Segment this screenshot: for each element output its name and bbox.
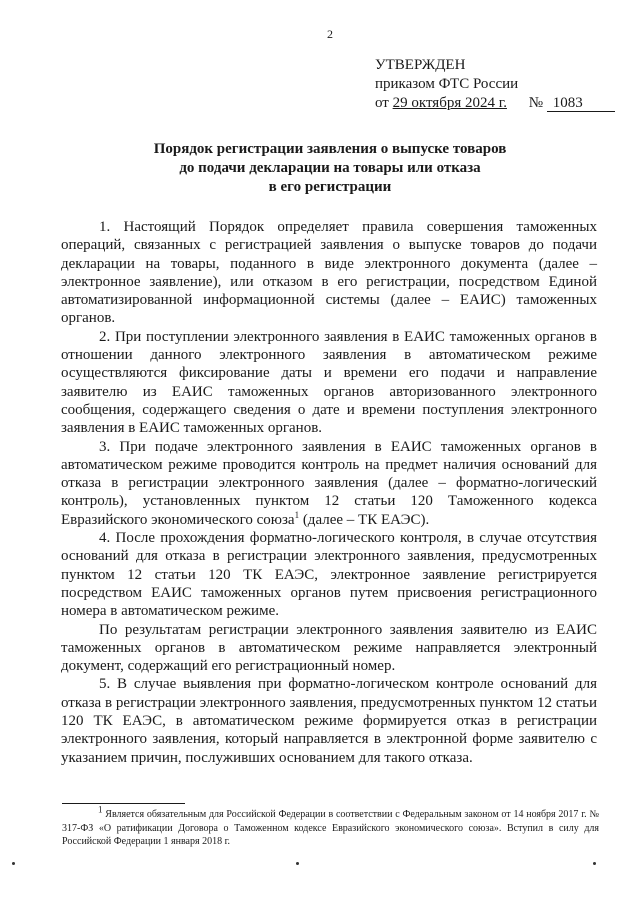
paragraph-5: 5. В случае выявления при форматно-логическом контроле оснований для отказа в регистрации электронного заявления, предусмотренных пунктом 12 статьи 120 ТК ЕАЭС, в автоматическом режиме формируется отказ в регистрации электронного заявления, который направляется в электронной форме заявителю с указанием причин, послуживших основанием для такого отказа.	[61, 676, 597, 766]
footnote-body: Является обязательным для Российской Федерации в соответствии с Федеральным законом от 14 ноября 2017 г. № 317-ФЗ «О ратификации Договора о Таможенном кодексе Евразийского экономического союза». Вступил в силу для Российской Федерации 1 января 2018 г.	[62, 809, 599, 848]
approval-date-prefix: от	[375, 95, 389, 111]
paragraph-2: 2. При поступлении электронного заявления в ЕАИС таможенных органов в отношении данного электронного заявления в автоматическом режиме осуществляются фиксирование даты и времени его подачи и направление заявителю из ЕАИС таможенных органов авторизованного электронного сообщения, содержащего сведения о дате и времени поступления электронного заявления в ЕАИС таможенных органов.	[61, 328, 597, 437]
footnote-number: 1	[98, 804, 103, 815]
paragraph-4: 4. После прохождения форматно-логического контроля, в случае отсутствия оснований для отказа в регистрации электронного заявления, предусмотренных пунктом 12 статьи 120 ТК ЕАЭС, электронное заявление регистрируется посредством ЕАИС таможенных органов путем присвоения регистрационного номера в автоматическом режиме.	[61, 530, 597, 620]
title-line-3: в его регистрации	[268, 179, 392, 195]
paragraph-3	[61, 438, 597, 529]
approval-date: 29 октября 2024 г.	[392, 95, 507, 111]
paragraph-1: 1. Настоящий Порядок определяет правила совершения таможенных операций, связанных с регистрацией заявления о выпуске товаров до подачи декларации на товары, поданного в виде электронного документа (далее – электронное заявление), или отказом в его регистрации, посредством Единой автоматизированной информационной системы (далее – ЕАИС) таможенных органов.	[61, 219, 597, 327]
footnote	[62, 804, 599, 849]
approval-stamp	[375, 56, 615, 113]
title-line-1: Порядок регистрации заявления о выпуске товаров	[153, 141, 507, 157]
paragraph-3-text: 3. При подаче электронного заявления в ЕАИС таможенных органов в автоматическом режиме проводится контроль на предмет наличия оснований для отказа в регистрации электронного заявления (далее – форматно-логический контроль), установленных пунктом 12 статьи 120 Таможенного кодекса Евразийского экономического союза	[61, 438, 597, 528]
document-body	[61, 218, 597, 767]
approval-number: 1083	[547, 95, 615, 112]
page-number: 2	[327, 27, 333, 41]
title-line-2: до подачи декларации на товары или отказа	[179, 160, 481, 176]
footnote-ref: 1	[294, 509, 300, 520]
document-title	[60, 140, 600, 197]
footnote-separator	[62, 803, 185, 804]
paragraph-3-tail: (далее – ТК ЕАЭС).	[299, 511, 430, 528]
scan-dot	[296, 862, 299, 865]
scan-dot	[593, 862, 596, 865]
scan-dot	[12, 862, 15, 865]
approval-date-line	[375, 94, 615, 113]
footnote-text	[62, 804, 599, 849]
paragraph-4-continued: По результатам регистрации электронного заявления заявителю из ЕАИС таможенных органов в автоматическом режиме направляется электронный документ, содержащий его регистрационный номер.	[61, 621, 597, 675]
approval-number-label: №	[528, 95, 544, 111]
approval-order-line: приказом ФТС России	[375, 76, 519, 92]
approval-heading: УТВЕРЖДЕН	[375, 57, 466, 73]
